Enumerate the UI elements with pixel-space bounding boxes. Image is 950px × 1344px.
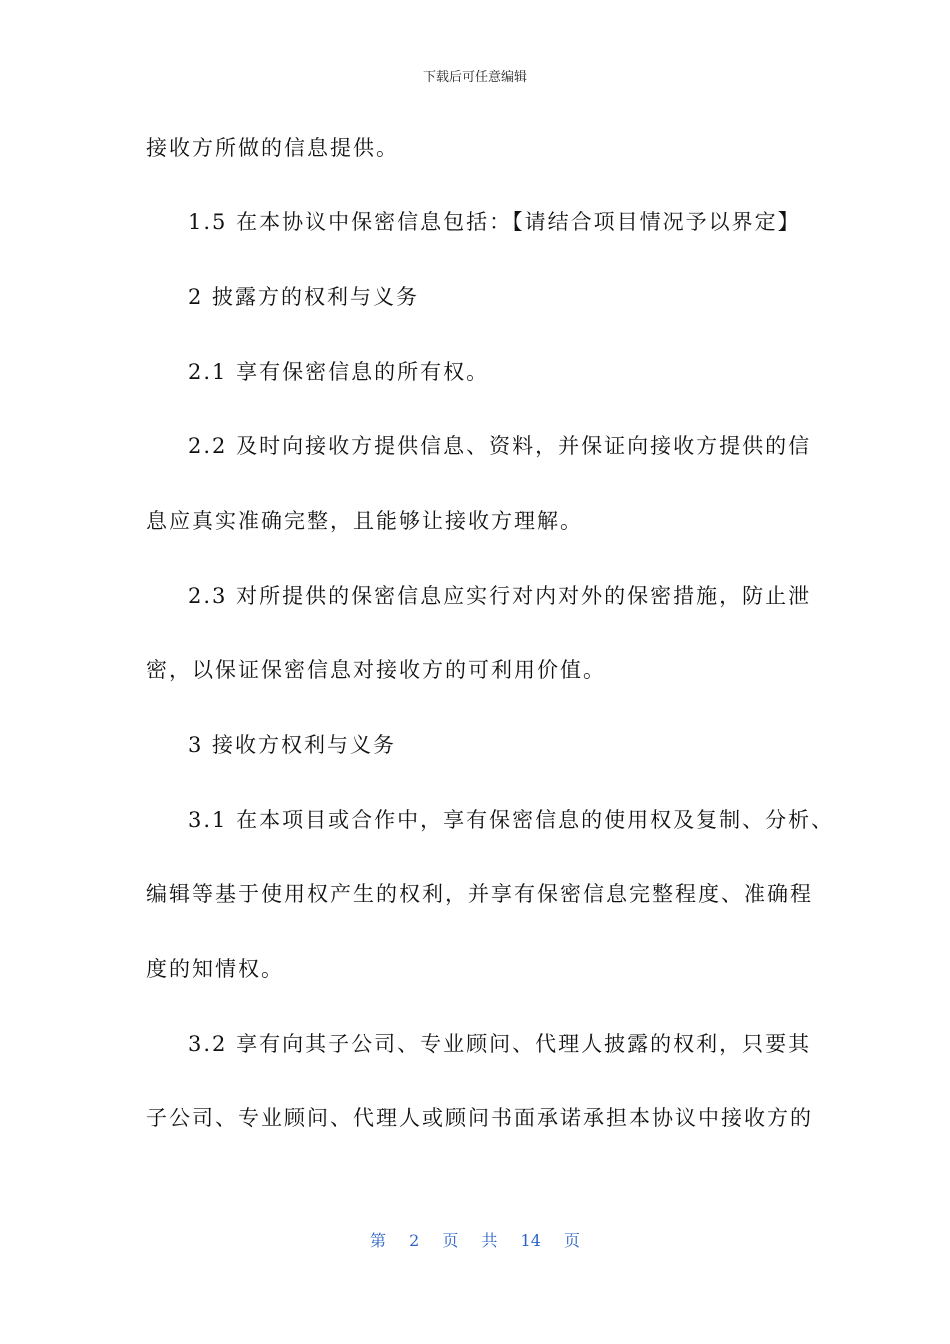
body-line: 编辑等基于使用权产生的权利，并享有保密信息完整程度、准确程 [146, 882, 813, 906]
body-line: 密，以保证保密信息对接收方的可利用价值。 [146, 658, 606, 682]
footer-middle: 页 共 [442, 1231, 498, 1250]
body-line: 1.5 在本协议中保密信息包括：【请结合项目情况予以界定】 [188, 210, 801, 234]
body-line: 2.3 对所提供的保密信息应实行对内对外的保密措施，防止泄 [188, 584, 812, 608]
footer-page-number: 2 [409, 1231, 420, 1250]
footer-suffix: 页 [564, 1231, 581, 1250]
page-footer [0, 1228, 950, 1251]
body-line: 2 披露方的权利与义务 [188, 285, 420, 309]
body-line: 3 接收方权利与义务 [188, 733, 397, 757]
body-line: 子公司、专业顾问、代理人或顾问书面承诺承担本协议中接收方的 [146, 1106, 813, 1130]
body-line: 息应真实准确完整，且能够让接收方理解。 [146, 509, 583, 533]
body-line: 3.1 在本项目或合作中，享有保密信息的使用权及复制、分析、 [188, 808, 835, 832]
footer-prefix: 第 [369, 1231, 386, 1250]
body-line: 度的知情权。 [146, 957, 284, 981]
body-line: 2.2 及时向接收方提供信息、资料，并保证向接收方提供的信 [188, 434, 812, 458]
body-line: 3.2 享有向其子公司、专业顾问、代理人披露的权利，只要其 [188, 1032, 812, 1056]
footer-total-pages: 14 [520, 1231, 541, 1250]
body-line: 接收方所做的信息提供。 [146, 136, 399, 160]
body-line: 2.1 享有保密信息的所有权。 [188, 360, 490, 384]
header-note: 下载后可任意编辑 [422, 70, 527, 85]
